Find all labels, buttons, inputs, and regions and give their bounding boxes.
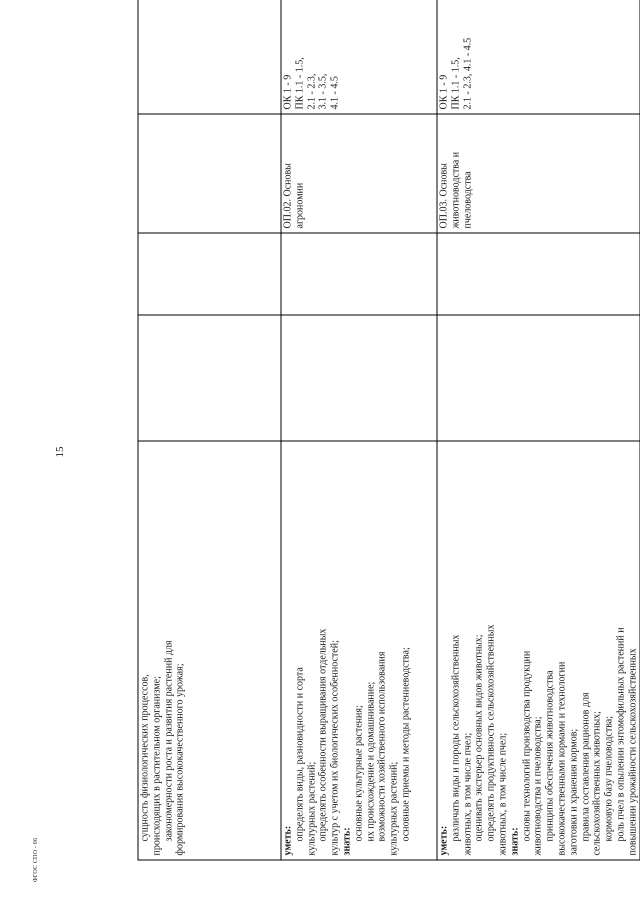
code-line: 2.1 - 2.3, 4.1 - 4.5 bbox=[462, 37, 474, 110]
code-line: ОК 1 - 9 bbox=[282, 74, 294, 110]
competency-line: оценивать экстерьер основных видов животных; bbox=[473, 634, 485, 842]
code-line: ПК 1.1 - 1.5, bbox=[450, 57, 462, 110]
competency-line: происходящих в растительном организме; bbox=[151, 676, 163, 856]
code-line: 3.1 - 3.5, bbox=[317, 73, 329, 110]
code-line: 4.1 - 4.5 bbox=[329, 76, 341, 110]
competency-line: правила составления рационов для bbox=[580, 692, 592, 842]
competency-line: определять виды, разновидности и сорта bbox=[294, 667, 306, 842]
competency-line: культур с учетом их биологических особенностей; bbox=[329, 640, 341, 856]
competency-line: формирования высококачественного урожая; bbox=[174, 663, 186, 856]
empty-cell bbox=[138, 315, 281, 441]
competency-line: определять особенности выращивания отдельных bbox=[317, 628, 329, 842]
section-label-znat: знать: bbox=[341, 827, 353, 856]
competency-line: животных, в том числе пчел; bbox=[497, 732, 509, 856]
competency-line: повышении урожайности сельскохозяйственных bbox=[627, 648, 639, 856]
competency-line: кормовую базу пчеловодства; bbox=[603, 715, 615, 842]
table-row bbox=[138, 0, 281, 860]
competency-line: сущность физиологических процессов, bbox=[139, 674, 151, 842]
section-label-znat: знать: bbox=[509, 827, 521, 856]
competency-line: возможности хозяйственного использования bbox=[376, 651, 388, 842]
code-line: ОК 1 - 9 bbox=[438, 74, 450, 110]
competency-line: культурных растений; bbox=[388, 761, 400, 856]
page-number: 15 bbox=[54, 446, 66, 458]
competency-line: принципы обеспечения животноводства bbox=[544, 670, 556, 842]
section-label-umet: уметь: bbox=[438, 825, 450, 856]
table-row bbox=[437, 0, 640, 860]
section-label-umet: уметь: bbox=[282, 825, 294, 856]
competency-line: основные культурные растения; bbox=[353, 705, 365, 842]
discipline-cell bbox=[138, 114, 281, 233]
codes-cell bbox=[281, 0, 437, 114]
competency-line: различать виды и породы сельскохозяйственных bbox=[450, 634, 462, 842]
code-line: 2.1 - 2.3, bbox=[306, 73, 318, 110]
discipline-cell: ОП.03. Основы животноводства и пчеловодства bbox=[437, 114, 640, 233]
competencies-cell bbox=[138, 441, 281, 860]
competency-line: их происхождение и одомашнивание; bbox=[365, 681, 377, 842]
table-row bbox=[281, 0, 437, 860]
empty-cell bbox=[138, 233, 281, 315]
empty-cell bbox=[437, 315, 640, 441]
empty-cell bbox=[281, 315, 437, 441]
competency-line: основные приемы и методы растениеводства; bbox=[400, 647, 412, 842]
competency-table bbox=[138, 0, 640, 861]
empty-cell bbox=[281, 233, 437, 315]
competencies-cell bbox=[437, 441, 640, 860]
codes-cell bbox=[437, 0, 640, 114]
competency-line: сельскохозяйственных животных; bbox=[591, 711, 603, 856]
competency-table-wrapper bbox=[138, 36, 639, 861]
footer-label: ФГОС СПО - 06 bbox=[33, 837, 39, 883]
competency-line: определять продуктивность сельскохозяйственных bbox=[485, 624, 497, 842]
competency-line: животных, в том числе пчел; bbox=[462, 732, 474, 856]
competency-line: роль пчел в опылении энтомофильных растений и bbox=[615, 627, 627, 842]
competency-line: заготовки и хранения кормов; bbox=[568, 728, 580, 856]
codes-cell bbox=[138, 0, 281, 114]
discipline-cell: ОП.02. Основы агрономии bbox=[281, 114, 437, 233]
competencies-cell bbox=[281, 441, 437, 860]
code-line: ПК 1.1 - 1.5, bbox=[294, 57, 306, 110]
competency-line: закономерности роста и развития растений для bbox=[163, 640, 175, 842]
competency-line: основы технологий производства продукции bbox=[521, 650, 533, 842]
competency-line: культурных растений; bbox=[306, 761, 318, 856]
competency-line: животноводства и пчеловодства; bbox=[532, 716, 544, 856]
competency-line: высококачественными кормами и технологии bbox=[556, 661, 568, 856]
empty-cell bbox=[437, 233, 640, 315]
